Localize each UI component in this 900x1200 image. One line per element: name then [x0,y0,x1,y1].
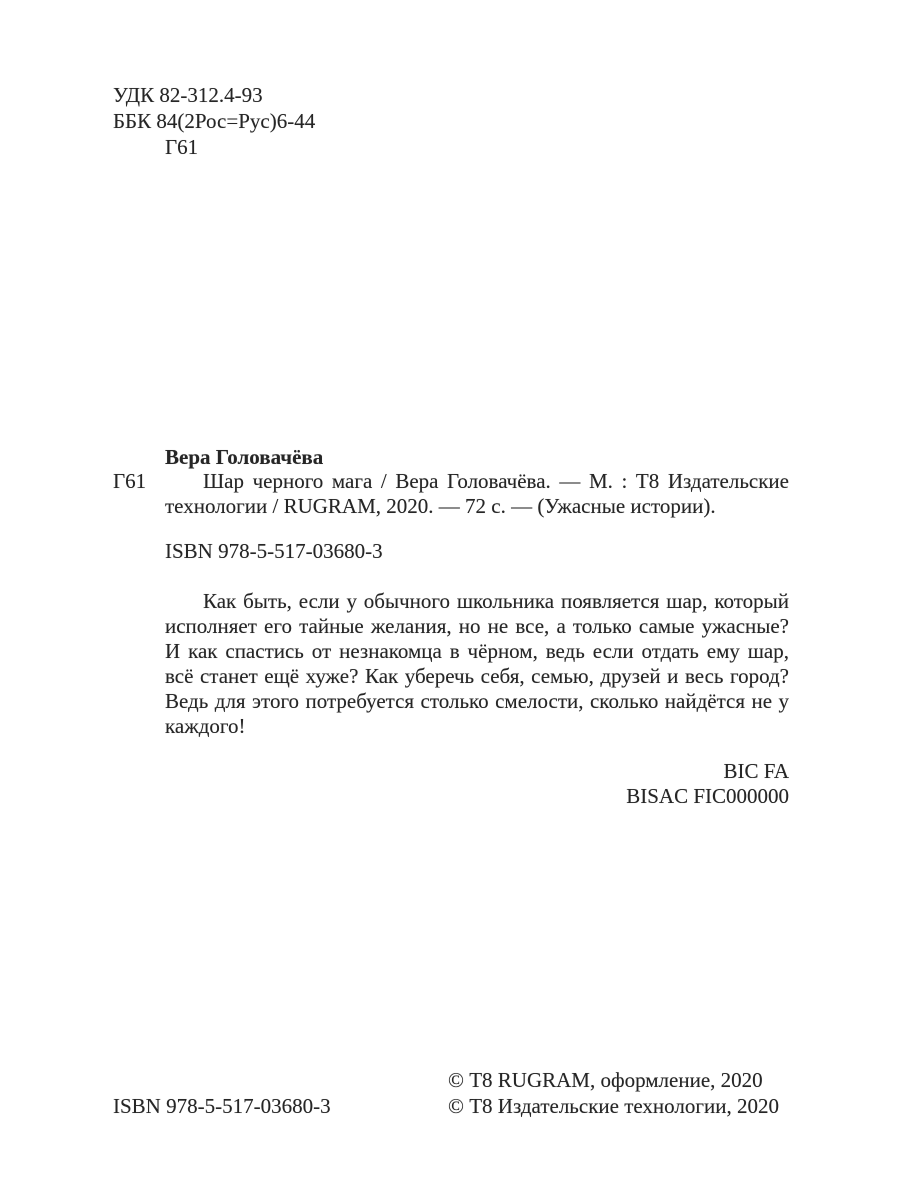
bic-code-line: BIC FA [723,759,789,783]
bisac-code-line: BISAC FIC000000 [626,784,789,808]
footer-isbn: ISBN 978-5-517-03680-3 [113,1094,331,1118]
catalog-entry-text: Шар черного мага / Вера Головачёва. — М. : Т8 Издательские технологии / RUGRAM, 2020. — 72 с. — (Ужасные истории). [165,469,789,518]
annotation-paragraph: Как быть, если у обычного школьника появляется шар, который исполняет его тайные желания, но не все, а только самые ужасные? И как спастись от незнакомца в чёрном, ведь если отдать ему шар, всё станет ещё хуже? Как уберечь себя, семью, друзей и весь город? Ведь для этого потребуется столько смелости, сколько найдётся не у каждого! [165,589,789,738]
subject-codes-block [165,759,789,809]
author-name: Вера Головачёва [165,445,324,469]
copyright-publisher-line: © Т8 Издательские технологии, 2020 [448,1094,779,1118]
cataloguing-codes-block [113,82,315,160]
catalog-entry [113,469,789,519]
copyright-rugram-line: © Т8 RUGRAM, оформление, 2020 [448,1068,763,1092]
bbk-line: ББК 84(2Рос=Рус)6-44 [113,109,316,133]
copyright-block [448,1067,779,1119]
udk-line: УДК 82-312.4-93 [113,83,263,107]
isbn-line: ISBN 978-5-517-03680-3 [165,539,383,563]
entry-margin-code: Г61 [113,469,147,493]
author-sign-line: Г61 [165,135,199,159]
